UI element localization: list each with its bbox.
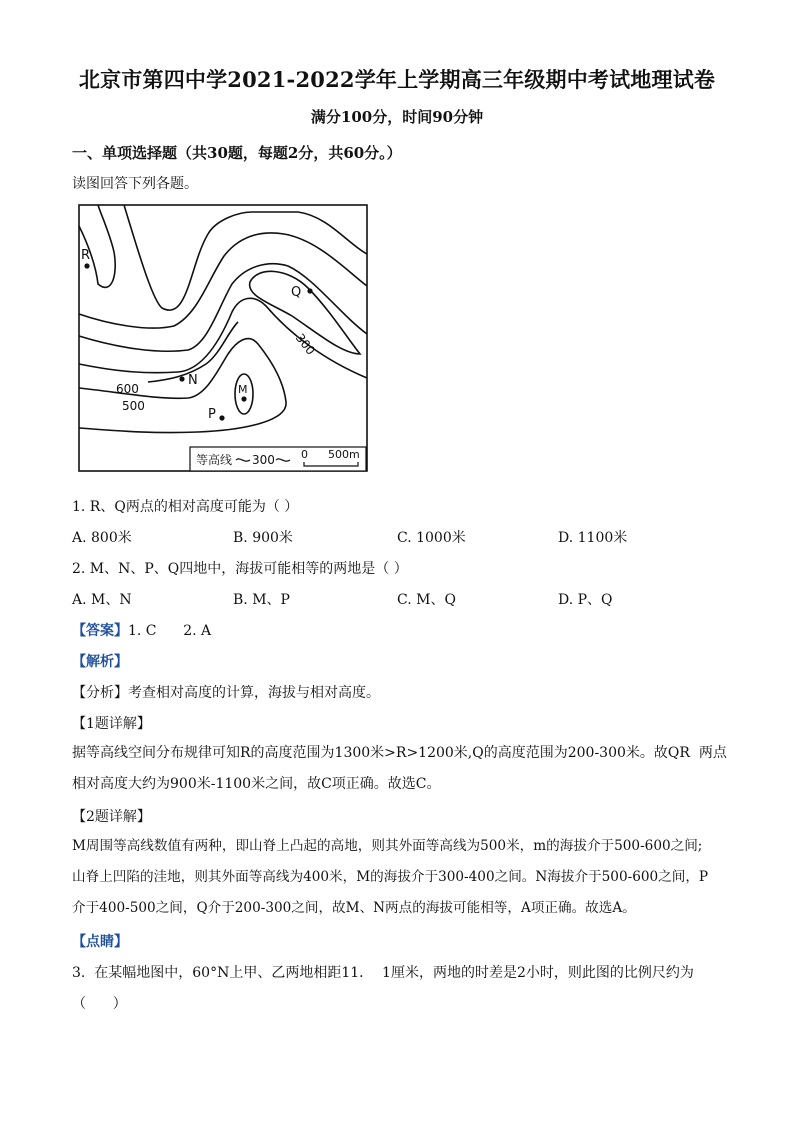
q1-detail-heading: 【1题详解】 [72,716,151,732]
question-1-option-a: A. 800米 [72,530,132,546]
contour-label-600: 600 [116,382,139,396]
q1-detail-line-1: 据等高线空间分布规律可知R的高度范围为1300米>R>1200米,Q的高度范围为200-300米。故QR 两点 [72,745,727,761]
point-p-dot [219,415,224,420]
question-1-option-b: B. 900米 [233,530,293,546]
answer-label: 【答案】 [72,623,128,639]
question-2-option-a: A. M、N [72,592,132,608]
legend-text: 等高线 [196,453,233,467]
question-2-option-b: B. M、P [233,592,290,608]
point-q-dot [307,288,312,293]
q2-detail-line-2: 山脊上凹陷的洼地，则其外面等高线为400米，M的海拔介于300-400之间。N海拔介于500-600之间，P [72,869,709,885]
question-1-option-d: D. 1100米 [558,530,628,546]
question-2-stem: 2. M、N、P、Q四地中，海拔可能相等的两地是（ ） [72,561,408,577]
q1-detail-line-2: 相对高度大约为900米-1100米之间，故C项正确。故选C。 [72,776,441,792]
section-heading: 一、单项选择题（共30题，每题2分，共60分。） [72,144,402,162]
point-r-dot [84,263,89,268]
page-subtitle: 满分100分，时间90分钟 [310,108,484,126]
map-legend [190,447,366,471]
contour-label-500: 500 [122,399,145,413]
q1-detail-text [72,738,727,800]
scale-max: 500m [328,448,360,461]
label-m: M [238,383,248,396]
question-2-option-c: C. M、Q [397,592,456,608]
answer-line [72,620,211,640]
legend-value: 300 [252,453,275,467]
contour-label-300: 300 [292,330,318,358]
label-n: N [188,373,198,388]
label-r: R [81,248,91,263]
question-2-option-d: D. P、Q [558,592,613,608]
page-title: 北京市第四中学2021-2022学年上学期高三年级期中考试地理试卷 [78,67,716,92]
question-3-stem: 3. 在某幅地图中，60°N上甲、乙两地相距11． 1厘米，两地的时差是2小时，则此图的比例尺约为 [72,965,694,981]
contour-map-svg [78,204,368,472]
question-3-bracket: （ ） [72,996,127,1012]
analysis-label: 【解析】 [72,654,128,670]
question-1-option-c: C. 1000米 [397,530,466,546]
section-intro: 读图回答下列各题。 [72,176,198,192]
label-q: Q [291,285,302,300]
q2-detail-heading: 【2题详解】 [72,809,151,825]
point-n-dot [179,376,184,381]
label-p: P [208,407,216,422]
q2-detail-line-3: 介于400-500之间，Q介于200-300之间，故M、N两点的海拔可能相等，A项正确。故选A。 [72,900,636,916]
analysis-fenxi: 【分析】考查相对高度的计算，海拔与相对高度。 [72,685,380,701]
q2-detail-text [72,831,724,924]
answer-text: 1. C 2. A [128,623,212,639]
point-m-dot [241,396,246,401]
contour-map [78,204,368,472]
question-1-stem: 1. R、Q两点的相对高度可能为（ ） [72,499,299,515]
dianjing-label: 【点睛】 [72,934,128,950]
q2-detail-line-1: M周围等高线数值有两种，即山脊上凸起的高地，则其外面等高线为500米，m的海拔介于500-600之间; [72,838,703,854]
scale-zero: 0 [301,448,308,461]
